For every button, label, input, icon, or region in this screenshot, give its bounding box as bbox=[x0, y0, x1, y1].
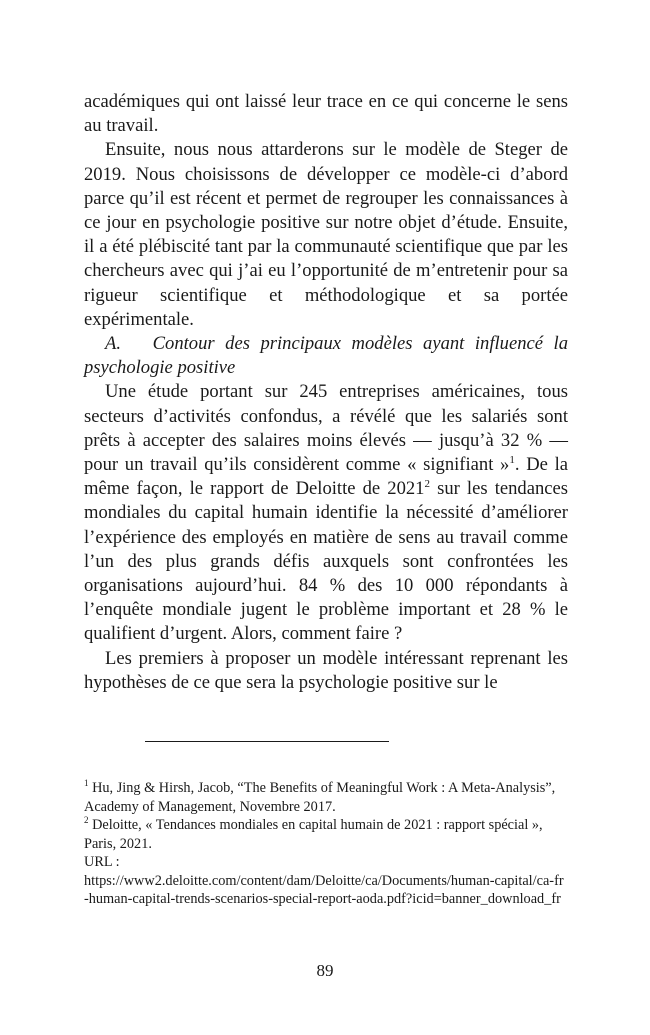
footnote-2 bbox=[84, 816, 568, 853]
footnote-separator bbox=[145, 741, 389, 742]
paragraph-first-model: Les premiers à proposer un modèle intéressant reprenant les hypothèses de ce que sera la psychologie positive sur le bbox=[84, 647, 568, 693]
footnote-ref-1[interactable]: 1 bbox=[509, 453, 515, 466]
footnote-ref-2[interactable]: 2 bbox=[424, 478, 430, 491]
paragraph-study-part3: sur les tendances mondiales du capital humain identifie la nécessité d’améliorer l’expérience des employés en matière de sens au travail comme l’un des plus grands défis auxquels sont confrontées les organisations aujourd’hui. 84 % des 10 000 répondants à l’enquête mondiale jugent le problème important et 28 % le qualifient d’urgent. Alors, comment faire ? bbox=[84, 478, 568, 645]
footnotes bbox=[84, 779, 568, 909]
paragraph-study-part1: Une étude portant sur 245 entreprises américaines, tous secteurs d’activités confondus, a révélé que les salariés sont prêts à accepter des salaires moins élevés — jusqu’à 32 % — pour un travail qu’ils considèrent comme « signifiant » bbox=[84, 381, 568, 476]
footnote-number-1: 1 bbox=[84, 778, 89, 789]
paragraph-steger-model: Ensuite, nous nous attarderons sur le modèle de Steger de 2019. Nous choisissons de développer ce modèle-ci d’abord parce qu’il est récent et permet de regrouper les connaissances à ce jour en psychologie positive sur notre objet d’étude. Ensuite, il a été plébiscité tant par la communauté scientifique que par les chercheurs avec qui j’ai eu l’opportunité de m’entretenir pour sa rigueur scientifique et méthodologique et sa portée expérimentale. bbox=[84, 139, 568, 330]
paragraph-study-part2: . De la même façon, le rapport de Deloitte de 2021 bbox=[84, 454, 568, 500]
paragraph-continuation: académiques qui ont laissé leur trace en ce qui concerne le sens au travail. bbox=[84, 91, 568, 137]
footnote-url-label: URL : bbox=[84, 854, 120, 870]
footnote-1 bbox=[84, 779, 568, 816]
section-label: A. bbox=[105, 333, 122, 355]
section-title: Contour des principaux modèles ayant influencé la psychologie positive bbox=[84, 333, 569, 379]
footnote-text-1: Hu, Jing & Hirsh, Jacob, “The Benefits of Meaningful Work : A Meta-Analysis”, Academy of Management, Novembre 2017. bbox=[84, 780, 556, 815]
main-text bbox=[84, 90, 568, 695]
section-heading bbox=[84, 332, 568, 380]
footnote-url-link[interactable]: https://www2.deloitte.com/content/dam/Deloitte/ca/Documents/human-capital/ca-fr-human-capital-trends-scenarios-special-report-aoda.pdf?icid=banner_download_fr bbox=[84, 872, 564, 907]
footnote-text-2: Deloitte, « Tendances mondiales en capital humain de 2021 : rapport spécial », Paris, 2021. bbox=[84, 817, 543, 852]
paragraph-study bbox=[84, 380, 568, 646]
page-number: 89 bbox=[316, 961, 334, 980]
footnote-number-2: 2 bbox=[84, 815, 89, 826]
